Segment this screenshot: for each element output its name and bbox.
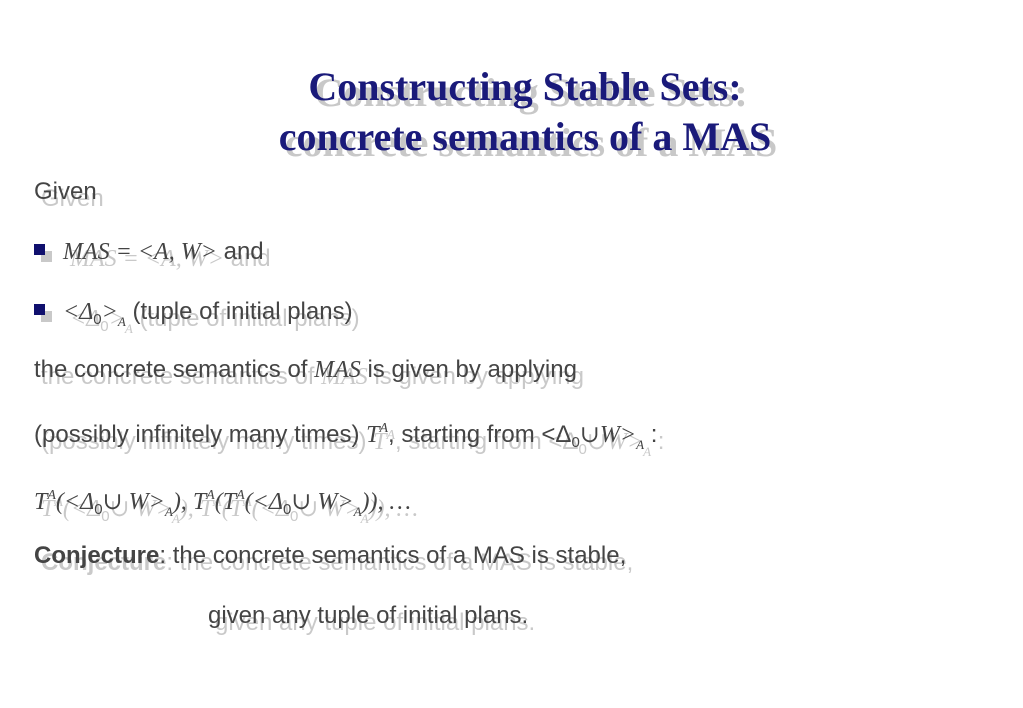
union-world: ∪W: [579, 422, 620, 448]
conjecture-text: : the concrete semantics of a MAS is stable,: [159, 542, 627, 569]
sentence-line-2: [34, 420, 657, 453]
agents-subscript: A: [353, 504, 362, 519]
delta-close: >: [101, 299, 118, 325]
operator-t-sup: A: [206, 488, 215, 503]
operator-t: T: [222, 489, 237, 515]
operator-t-sup: A: [236, 488, 245, 503]
sentence2-colon: :: [644, 421, 658, 448]
conjecture-label: Conjecture: [34, 542, 160, 569]
tuple-close: >: [148, 489, 165, 515]
sentence-line-1: [34, 356, 577, 384]
given-line: Given: [34, 178, 97, 205]
bullet-item-initial-plans: [34, 298, 353, 330]
agents-subscript: A: [636, 437, 645, 452]
delta-open: <Δ: [63, 299, 94, 325]
operator-t-sup: A: [379, 421, 389, 436]
delta-zero: 0: [282, 501, 292, 518]
bullet-item-mas: [34, 238, 264, 266]
mas-close: >: [200, 239, 217, 265]
sentence2-mid: , starting from <Δ: [388, 421, 572, 448]
operator-t: T: [34, 489, 48, 515]
world-symbol: W: [180, 239, 201, 265]
sentence2-pre: (possibly infinitely many times): [34, 421, 367, 448]
sentence1-post: is given by applying: [360, 356, 577, 383]
conjecture-line: [34, 542, 626, 570]
mas-comma: ,: [168, 239, 181, 265]
title-line-2: concrete semantics of a MAS: [278, 114, 772, 159]
delta-zero: 0: [94, 501, 103, 518]
square-bullet-icon: [34, 244, 45, 255]
conjecture-line-2: given any tuple of initial plans.: [208, 602, 529, 629]
mas-symbol: MAS: [63, 239, 110, 265]
formula-part: (<Δ: [244, 489, 283, 515]
union-world: ∪ W: [102, 489, 149, 515]
tuple-close: >: [337, 489, 354, 515]
union-world: ∪ W: [291, 489, 338, 515]
sentence1-pre: the concrete semantics of: [34, 356, 315, 383]
tuple-close: >: [619, 422, 637, 448]
mas-and: and: [216, 238, 264, 265]
slide-title: [0, 62, 1023, 162]
title-line-1: Constructing Stable Sets:: [308, 64, 742, 109]
formula-part: (<Δ: [55, 489, 95, 515]
mas-eq: = <: [109, 239, 155, 265]
delta-zero: 0: [571, 434, 580, 451]
operator-t: T: [366, 422, 380, 448]
initial-plans-desc: (tuple of initial plans): [125, 298, 353, 325]
operator-t-sup: A: [47, 488, 56, 503]
agents-subscript: A: [164, 504, 173, 519]
formula-line: [34, 487, 411, 520]
formula-part: ),: [172, 489, 193, 515]
square-bullet-icon: [34, 304, 45, 315]
agents-subscript: A: [117, 314, 126, 329]
agents-symbol: A: [154, 239, 169, 265]
delta-zero: 0: [93, 311, 102, 328]
formula-part: )), …: [361, 489, 411, 515]
formula-part: (: [214, 489, 223, 515]
mas-symbol: MAS: [314, 357, 361, 383]
operator-t: T: [192, 489, 207, 515]
